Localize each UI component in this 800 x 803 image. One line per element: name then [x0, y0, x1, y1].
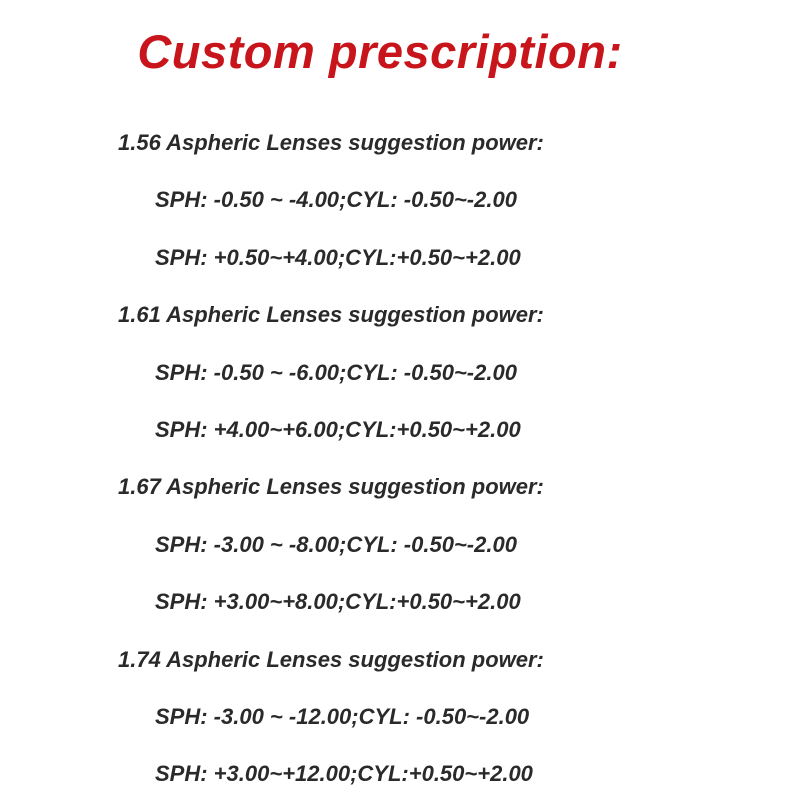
lens-spec-1-61-negative: SPH: -0.50 ~ -6.00;CYL: -0.50~-2.00: [155, 359, 517, 385]
lens-heading-1-74: 1.74 Aspheric Lenses suggestion power:: [118, 646, 544, 672]
lens-heading-1-61: 1.61 Aspheric Lenses suggestion power:: [118, 302, 544, 328]
lens-heading-1-67: 1.67 Aspheric Lenses suggestion power:: [118, 474, 544, 500]
lens-spec-1-67-positive: SPH: +3.00~+8.00;CYL:+0.50~+2.00: [155, 589, 521, 615]
lens-spec-1-56-negative: SPH: -0.50 ~ -4.00;CYL: -0.50~-2.00: [155, 187, 517, 213]
prescription-list: [0, 114, 800, 803]
page-title: Custom prescription:: [137, 25, 623, 78]
lens-heading-1-56: 1.56 Aspheric Lenses suggestion power:: [118, 130, 544, 155]
lens-spec-1-74-positive: SPH: +3.00~+12.00;CYL:+0.50~+2.00: [155, 761, 533, 787]
lens-spec-1-56-positive: SPH: +0.50~+4.00;CYL:+0.50~+2.00: [155, 244, 521, 270]
lens-spec-1-74-negative: SPH: -3.00 ~ -12.00;CYL: -0.50~-2.00: [155, 703, 530, 729]
lens-spec-1-61-positive: SPH: +4.00~+6.00;CYL:+0.50~+2.00: [155, 416, 521, 442]
lens-spec-1-67-negative: SPH: -3.00 ~ -8.00;CYL: -0.50~-2.00: [155, 531, 517, 557]
